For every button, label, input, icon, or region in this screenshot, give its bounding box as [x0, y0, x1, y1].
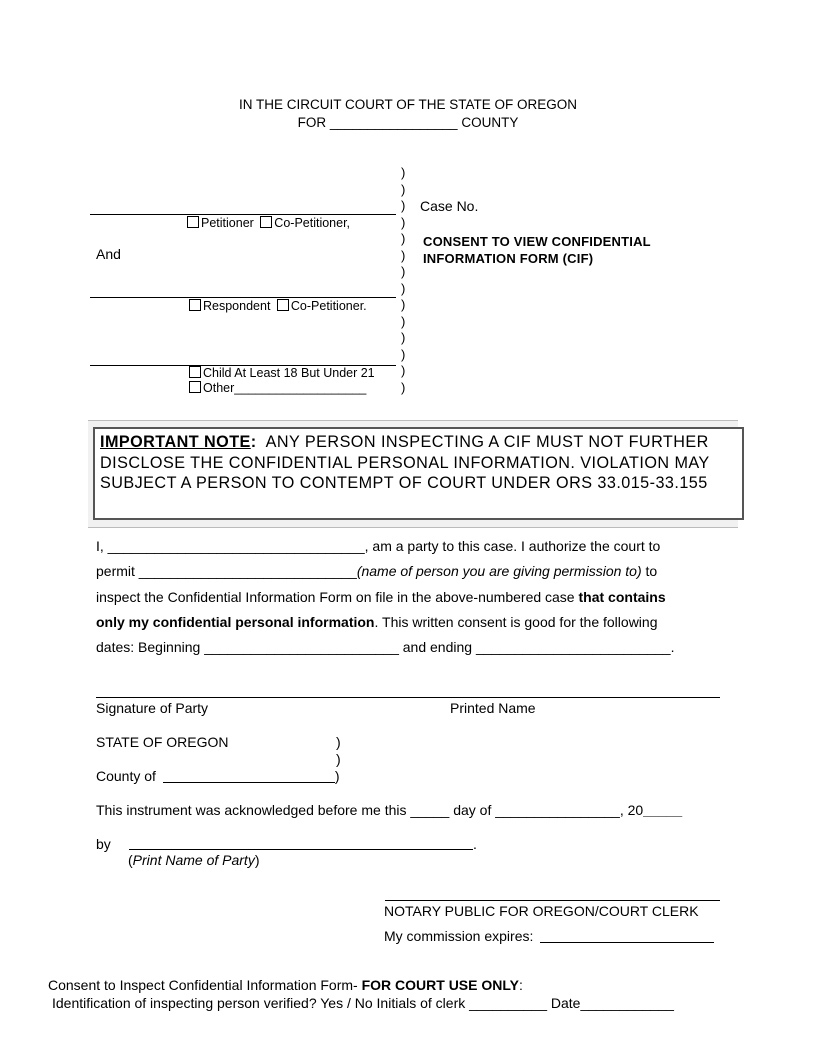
petitioner-options: Petitioner Co-Petitioner, — [187, 216, 350, 230]
form-title-line1: CONSENT TO VIEW CONFIDENTIAL — [423, 234, 651, 249]
permitted-person-blank[interactable]: ____________________________ — [138, 563, 357, 580]
county-blank[interactable]: _________________ — [329, 115, 458, 130]
important-note-text: ANY PERSON INSPECTING A CIF MUST NOT FURTHER DISCLOSE THE CONFIDENTIAL PERSONAL INFORMATION. VIOLATION MAY SUBJECT A PERSON TO CONTEMPT OF COURT UNDER ORS 33.015-33.155 — [100, 433, 710, 492]
county-prefix: FOR — [297, 115, 327, 130]
important-note-label: IMPORTANT NOTE — [100, 433, 251, 451]
consent-line-1: I, _________________________________, am a party to this case. I authorize the court to — [96, 538, 661, 554]
notary-paren-1: ) — [336, 734, 341, 750]
by-label: by — [96, 836, 111, 852]
child-checkbox[interactable] — [189, 366, 201, 378]
county-heading — [0, 115, 816, 130]
case-number-label: Case No. — [420, 198, 479, 214]
signature-line[interactable] — [96, 697, 720, 698]
court-use-line-1: Consent to Inspect Confidential Information Form- FOR COURT USE ONLY: — [48, 977, 523, 993]
county-suffix: COUNTY — [461, 115, 519, 130]
party-name-blank[interactable]: _________________________________ — [107, 538, 365, 554]
state-label: STATE OF OREGON — [96, 734, 229, 750]
important-note: IMPORTANT NOTE: ANY PERSON INSPECTING A CIF MUST NOT FURTHER DISCLOSE THE CONFIDENTIAL PERSONAL INFORMATION. VIOLATION MAY SUBJECT A PERSON TO CONTEMPT OF COURT UNDER ORS 33.015-33.155 — [93, 427, 744, 520]
acknowledgement-line: This instrument was acknowledged before me this _____ day of ________________, 20_____ — [96, 802, 683, 818]
consent-line-2: permit ____________________________(name of person you are giving permission to) to — [96, 563, 658, 580]
print-name-hint: (Print Name of Party) — [128, 852, 260, 868]
co-petitioner-checkbox[interactable] — [260, 216, 272, 228]
petitioner-checkbox[interactable] — [187, 216, 199, 228]
court-use-line-2: Identification of inspecting person verified? Yes / No Initials of clerk __________ Date____________ — [52, 995, 674, 1011]
other-option: Other___________________ — [189, 381, 366, 395]
begin-date-blank[interactable]: _________________________ — [204, 639, 399, 656]
month-blank[interactable]: ________________ — [495, 802, 620, 818]
consent-line-4: only my confidential personal information. This written consent is good for the following — [96, 613, 658, 630]
notary-signature-line[interactable] — [385, 900, 720, 901]
by-period: . — [473, 836, 477, 852]
commission-expires-blank[interactable] — [540, 929, 714, 943]
child-option: Child At Least 18 But Under 21 — [189, 366, 375, 380]
respondent-options: Respondent Co-Petitioner. — [189, 299, 367, 313]
end-date-blank[interactable]: _________________________ — [475, 639, 671, 656]
respondent-name-line[interactable] — [90, 297, 396, 298]
co-petitioner-2-checkbox[interactable] — [277, 299, 289, 311]
printed-name-label: Printed Name — [450, 700, 536, 716]
petitioner-name-line[interactable] — [90, 214, 396, 215]
county-of-blank[interactable] — [163, 769, 335, 783]
form-title-line2: INFORMATION FORM (CIF) — [423, 251, 594, 266]
notary-title: NOTARY PUBLIC FOR OREGON/COURT CLERK — [384, 903, 699, 919]
caption-parens: ) ) ) ) ) ) ) ) ) ) ) ) ) ) — [401, 165, 406, 395]
year-blank[interactable]: _____ — [643, 802, 683, 818]
county-of: County of ) — [96, 768, 340, 784]
signature-label: Signature of Party — [96, 700, 209, 716]
and-label: And — [96, 246, 121, 262]
consent-line-5: dates: Beginning _________________________ and ending _________________________. — [96, 639, 675, 656]
commission-expires: My commission expires: — [384, 928, 714, 944]
consent-line-3: inspect the Confidential Information Form on file in the above-numbered case that contains — [96, 588, 666, 605]
respondent-checkbox[interactable] — [189, 299, 201, 311]
other-checkbox[interactable] — [189, 381, 201, 393]
consent-paragraph — [96, 534, 736, 660]
court-heading: IN THE CIRCUIT COURT OF THE STATE OF OREGON — [238, 97, 578, 112]
party-print-name-line[interactable] — [129, 849, 473, 850]
day-blank[interactable]: _____ — [410, 802, 450, 818]
notary-paren-2: ) — [336, 751, 341, 767]
